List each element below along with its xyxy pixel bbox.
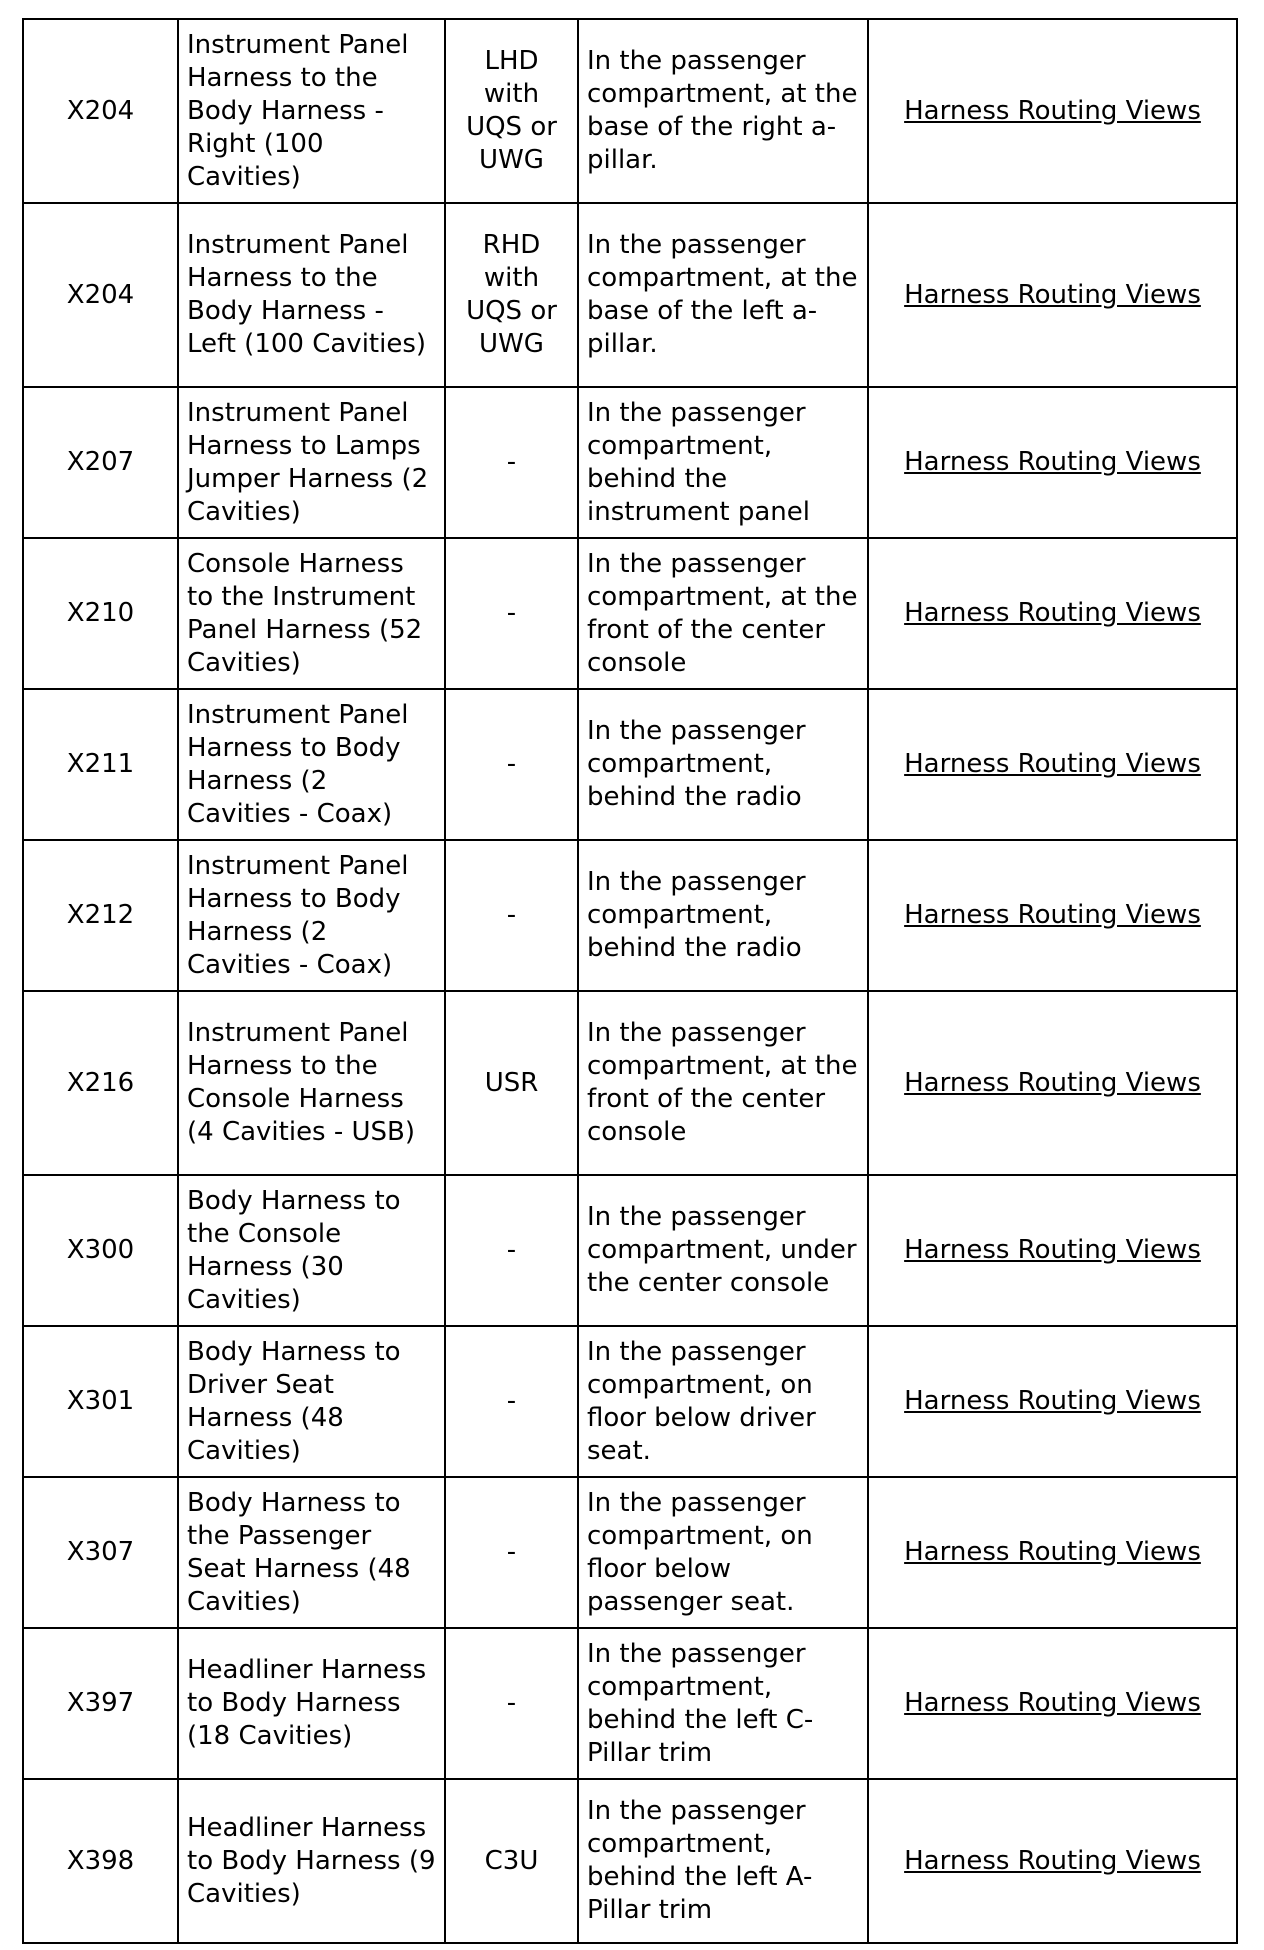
harness-routing-views-link[interactable]: Harness Routing Views bbox=[904, 95, 1201, 126]
connector-option: - bbox=[445, 387, 578, 538]
connector-location: In the passenger compartment, at the front of the center console bbox=[578, 991, 868, 1175]
harness-routing-views-link[interactable]: Harness Routing Views bbox=[904, 1845, 1201, 1876]
connector-option: - bbox=[445, 1628, 578, 1779]
connector-id: X397 bbox=[23, 1628, 178, 1779]
harness-routing-views-link[interactable]: Harness Routing Views bbox=[904, 598, 1201, 628]
table-row bbox=[23, 840, 1237, 991]
harness-routing-link-cell bbox=[868, 1326, 1237, 1477]
connector-description: Instrument Panel Harness to Body Harness (2 Cavities - Coax) bbox=[178, 840, 445, 991]
harness-routing-link-cell bbox=[868, 840, 1237, 991]
connector-id: X210 bbox=[23, 538, 178, 689]
connector-option: LHD with UQS or UWG bbox=[445, 19, 578, 203]
table-row bbox=[23, 538, 1237, 689]
harness-routing-link-cell bbox=[868, 1628, 1237, 1779]
connector-option: USR bbox=[445, 991, 578, 1175]
connector-location: In the passenger compartment, behind the left A-Pillar trim bbox=[578, 1779, 868, 1943]
connector-option: - bbox=[445, 1326, 578, 1477]
connector-description: Instrument Panel Harness to the Body Harness - Right (100 Cavities) bbox=[178, 19, 445, 203]
harness-routing-views-link[interactable]: Harness Routing Views bbox=[904, 900, 1201, 930]
harness-routing-views-link[interactable]: Harness Routing Views bbox=[904, 1386, 1201, 1416]
connector-location: In the passenger compartment, at the base of the left a-pillar. bbox=[578, 203, 868, 387]
connector-option: - bbox=[445, 840, 578, 991]
connector-option: - bbox=[445, 1175, 578, 1326]
harness-routing-link-cell bbox=[868, 19, 1237, 203]
connector-location: In the passenger compartment, behind the radio bbox=[578, 840, 868, 991]
connector-id: X211 bbox=[23, 689, 178, 840]
connector-option: - bbox=[445, 538, 578, 689]
harness-routing-link-cell bbox=[868, 387, 1237, 538]
connector-description: Instrument Panel Harness to Body Harness (2 Cavities - Coax) bbox=[178, 689, 445, 840]
table-row bbox=[23, 689, 1237, 840]
harness-routing-views-link[interactable]: Harness Routing Views bbox=[904, 447, 1201, 477]
harness-routing-views-link[interactable]: Harness Routing Views bbox=[904, 1067, 1201, 1098]
connector-location: In the passenger compartment, behind the radio bbox=[578, 689, 868, 840]
connector-table bbox=[22, 18, 1238, 1944]
connector-description: Body Harness to the Passenger Seat Harness (48 Cavities) bbox=[178, 1477, 445, 1628]
connector-id: X204 bbox=[23, 19, 178, 203]
harness-routing-link-cell bbox=[868, 689, 1237, 840]
connector-location: In the passenger compartment, behind the left C-Pillar trim bbox=[578, 1628, 868, 1779]
connector-id: X301 bbox=[23, 1326, 178, 1477]
table-row bbox=[23, 1326, 1237, 1477]
connector-id: X216 bbox=[23, 991, 178, 1175]
connector-id: X307 bbox=[23, 1477, 178, 1628]
connector-description: Headliner Harness to Body Harness (18 Cavities) bbox=[178, 1628, 445, 1779]
connector-id: X212 bbox=[23, 840, 178, 991]
connector-description: Instrument Panel Harness to the Console Harness (4 Cavities - USB) bbox=[178, 991, 445, 1175]
harness-routing-link-cell bbox=[868, 1175, 1237, 1326]
connector-id: X207 bbox=[23, 387, 178, 538]
harness-routing-views-link[interactable]: Harness Routing Views bbox=[904, 279, 1201, 310]
connector-id: X300 bbox=[23, 1175, 178, 1326]
connector-description: Instrument Panel Harness to the Body Harness - Left (100 Cavities) bbox=[178, 203, 445, 387]
connector-id: X398 bbox=[23, 1779, 178, 1943]
harness-routing-views-link[interactable]: Harness Routing Views bbox=[904, 749, 1201, 779]
table-row bbox=[23, 1628, 1237, 1779]
table-row bbox=[23, 387, 1237, 538]
connector-description: Instrument Panel Harness to Lamps Jumper Harness (2 Cavities) bbox=[178, 387, 445, 538]
table-row bbox=[23, 991, 1237, 1175]
harness-routing-views-link[interactable]: Harness Routing Views bbox=[904, 1235, 1201, 1265]
harness-routing-link-cell bbox=[868, 1477, 1237, 1628]
table-row bbox=[23, 19, 1237, 203]
connector-description: Body Harness to Driver Seat Harness (48 Cavities) bbox=[178, 1326, 445, 1477]
connector-location: In the passenger compartment, on floor below passenger seat. bbox=[578, 1477, 868, 1628]
harness-routing-link-cell bbox=[868, 203, 1237, 387]
harness-routing-views-link[interactable]: Harness Routing Views bbox=[904, 1537, 1201, 1567]
connector-location: In the passenger compartment, behind the instrument panel bbox=[578, 387, 868, 538]
table-row bbox=[23, 203, 1237, 387]
table-row bbox=[23, 1779, 1237, 1943]
connector-description: Headliner Harness to Body Harness (9 Cavities) bbox=[178, 1779, 445, 1943]
connector-location: In the passenger compartment, on floor below driver seat. bbox=[578, 1326, 868, 1477]
harness-routing-link-cell bbox=[868, 538, 1237, 689]
connector-description: Console Harness to the Instrument Panel Harness (52 Cavities) bbox=[178, 538, 445, 689]
connector-option: RHD with UQS or UWG bbox=[445, 203, 578, 387]
table-row bbox=[23, 1175, 1237, 1326]
connector-location: In the passenger compartment, under the center console bbox=[578, 1175, 868, 1326]
harness-routing-link-cell bbox=[868, 991, 1237, 1175]
harness-routing-views-link[interactable]: Harness Routing Views bbox=[904, 1688, 1201, 1718]
connector-location: In the passenger compartment, at the base of the right a-pillar. bbox=[578, 19, 868, 203]
harness-routing-link-cell bbox=[868, 1779, 1237, 1943]
connector-option: C3U bbox=[445, 1779, 578, 1943]
connector-option: - bbox=[445, 689, 578, 840]
connector-id: X204 bbox=[23, 203, 178, 387]
connector-location: In the passenger compartment, at the front of the center console bbox=[578, 538, 868, 689]
connector-description: Body Harness to the Console Harness (30 Cavities) bbox=[178, 1175, 445, 1326]
connector-option: - bbox=[445, 1477, 578, 1628]
table-row bbox=[23, 1477, 1237, 1628]
